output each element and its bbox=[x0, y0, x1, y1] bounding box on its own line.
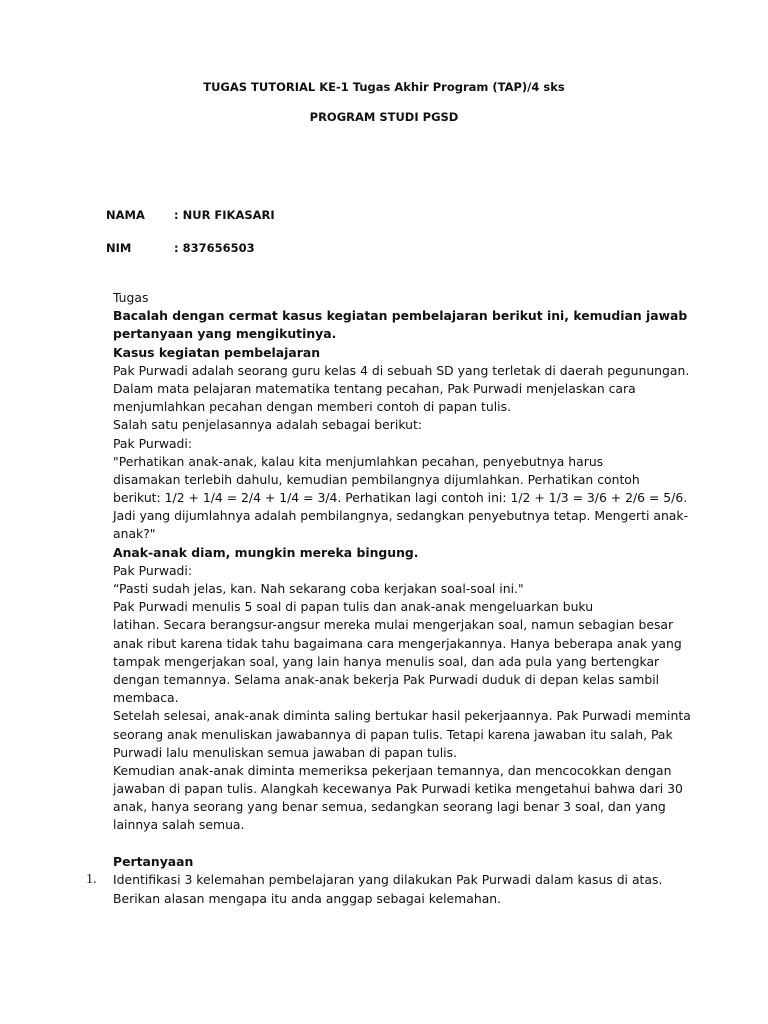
question-list bbox=[86, 871, 693, 907]
text-line: berikut: 1/2 + 1/4 = 2/4 + 1/4 = 3/4. Perhatikan lagi contoh ini: 1/2 + 1/3 = 3/6 + 2/6 = 5/6. bbox=[113, 490, 688, 506]
text-line: tampak mengerjakan soal, yang lain hanya menulis soal, dan ada pula yang bertengkar bbox=[113, 653, 660, 669]
text-line: Jadi yang dijumlahnya adalah pembilangnya, sedangkan penyebutnya tetap. Mengerti anak- bbox=[113, 508, 689, 524]
question-number: 1. bbox=[86, 872, 97, 888]
text-line: Bacalah dengan cermat kasus kegiatan pembelajaran berikut ini, kemudian jawab bbox=[113, 308, 688, 324]
text-line: Salah satu penjelasannya adalah sebagai berikut: bbox=[113, 417, 423, 433]
question-text-line: Identifikasi 3 kelemahan pembelajaran yang dilakukan Pak Purwadi dalam kasus di atas. bbox=[113, 872, 663, 888]
nim-label: NIM bbox=[106, 241, 132, 255]
text-line: lainnya salah semua. bbox=[113, 817, 245, 833]
text-line: disamakan terlebih dahulu, kemudian pembilangnya dijumlahkan. Perhatikan contoh bbox=[113, 471, 640, 487]
text-line: Purwadi lalu menuliskan semua jawaban di papan tulis. bbox=[113, 744, 458, 760]
text-line: latihan. Secara berangsur-angsur mereka mulai mengerjakan soal, namun sebagian besar bbox=[113, 617, 674, 633]
text-line: Tugas bbox=[113, 290, 149, 305]
text-line: Setelah selesai, anak-anak diminta saling bertukar hasil pekerjaannya. Pak Purwadi meminta bbox=[113, 708, 691, 724]
text-line: anak?" bbox=[113, 526, 156, 542]
text-line: anak, hanya seorang yang benar semua, sedangkan seorang lagi benar 3 soal, dan yang bbox=[113, 799, 666, 815]
questions-heading: Pertanyaan bbox=[113, 854, 194, 870]
text-line: seorang anak menuliskan jawabannya di papan tulis. Tetapi karena jawaban itu salah, Pak bbox=[113, 726, 673, 742]
text-line: Pak Purwadi adalah seorang guru kelas 4 di sebuah SD yang terletak di daerah pegunungan. bbox=[113, 362, 690, 378]
question-item bbox=[86, 871, 693, 907]
text-line: jawaban di papan tulis. Alangkah kecewanya Pak Purwadi ketika mengetahui bahwa dari 30 bbox=[113, 781, 683, 797]
nim-value: : 837656503 bbox=[174, 241, 255, 255]
case-lines bbox=[113, 289, 693, 835]
text-line: membaca. bbox=[113, 690, 179, 706]
text-line: Anak-anak diam, mungkin mereka bingung. bbox=[113, 544, 419, 560]
text-line: menjumlahkan pecahan dengan memberi contoh di papan tulis. bbox=[113, 399, 512, 415]
name-value: : NUR FIKASARI bbox=[174, 208, 275, 222]
program-title: PROGRAM STUDI PGSD bbox=[309, 110, 459, 124]
text-line: “Pasti sudah jelas, kan. Nah sekarang coba kerjakan soal-soal ini." bbox=[113, 581, 524, 596]
text-line: Kasus kegiatan pembelajaran bbox=[113, 344, 321, 360]
text-line: Dalam mata pelajaran matematika tentang pecahan, Pak Purwadi menjelaskan cara bbox=[113, 380, 636, 396]
case-text bbox=[86, 289, 693, 908]
text-line: "Perhatikan anak-anak, kalau kita menjumlahkan pecahan, penyebutnya harus bbox=[113, 453, 604, 469]
spacer bbox=[113, 835, 693, 854]
name-label: NAMA bbox=[106, 208, 145, 222]
nim-row bbox=[106, 241, 255, 255]
name-row bbox=[106, 208, 275, 222]
document-title: TUGAS TUTORIAL KE-1 Tugas Akhir Program (TAP)/4 sks bbox=[203, 80, 565, 94]
text-line: Pak Purwadi: bbox=[113, 562, 193, 578]
text-line: anak ribut karena tidak tahu bagaimana cara mengerjakannya. Hanya beberapa anak yang bbox=[113, 635, 682, 651]
question-text-line: Berikan alasan mengapa itu anda anggap sebagai kelemahan. bbox=[113, 890, 502, 906]
text-line: Pak Purwadi menulis 5 soal di papan tulis dan anak-anak mengeluarkan buku bbox=[113, 599, 594, 615]
text-line: Kemudian anak-anak diminta memeriksa pekerjaan temannya, dan mencocokkan dengan bbox=[113, 762, 672, 778]
text-line: Pak Purwadi: bbox=[113, 435, 193, 451]
text-line: dengan temannya. Selama anak-anak bekerja Pak Purwadi duduk di depan kelas sambil bbox=[113, 671, 660, 687]
text-line: pertanyaan yang mengikutinya. bbox=[113, 326, 337, 342]
